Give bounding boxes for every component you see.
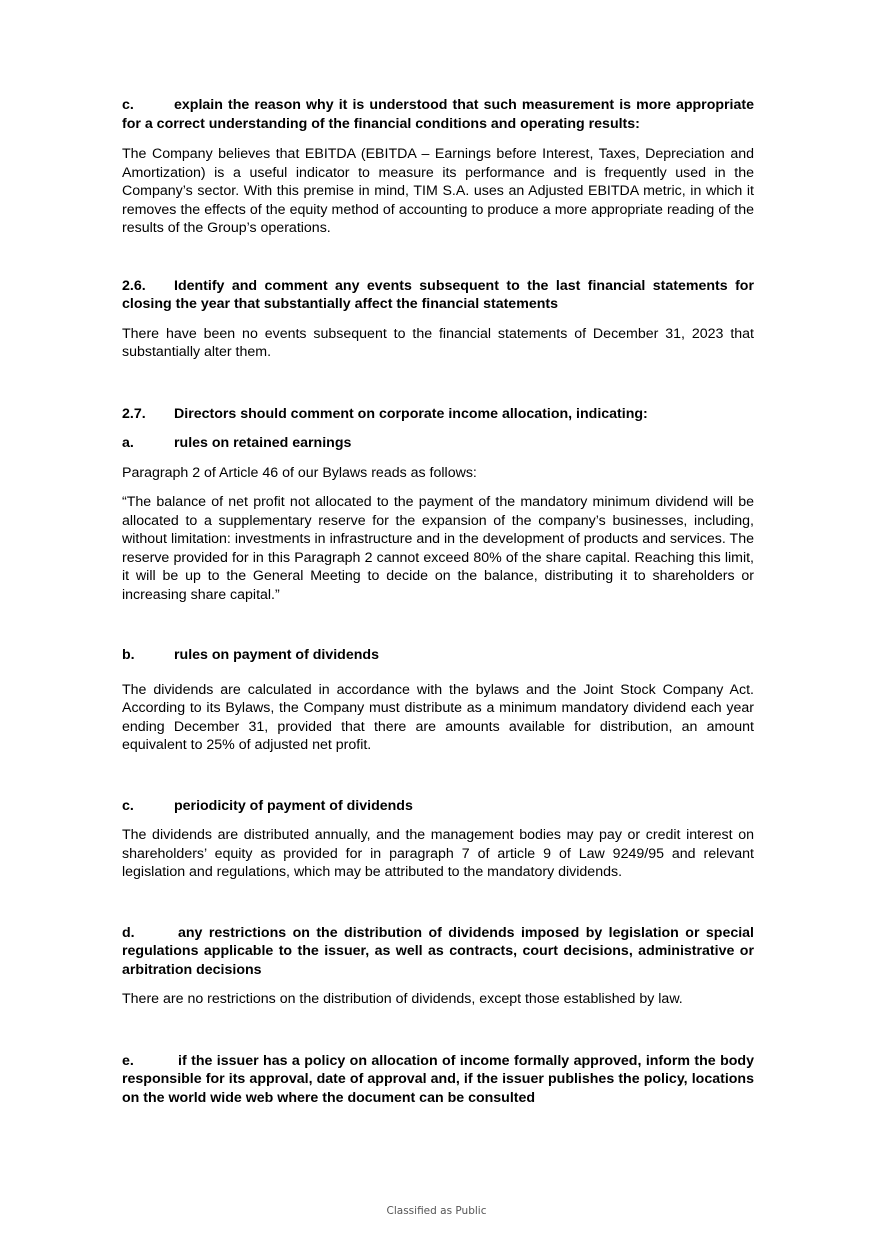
section-heading-text: Directors should comment on corporate income allocation, indicating:: [174, 405, 648, 422]
section-c-body: The Company believes that EBITDA (EBITDA – Earnings before Interest, Taxes, Depreciation and Amortization) is a useful indicator to measure its performance and is frequently used in the Company’s sector. With this premise in mind, TIM S.A. uses an Adjusted EBITDA metric, in which it removes the effects of the equity method of accounting to produce a more appropriate reading of the results of the Group’s operations.: [122, 146, 754, 236]
section-number: d.: [122, 924, 135, 941]
section-number: 2.6.: [122, 277, 146, 294]
section-c2-heading: [122, 797, 754, 816]
section-heading-text: any restrictions on the distribution of dividends imposed by legislation or special regulations applicable to the issuer, as well as contracts, court decisions, administrative or arbitration decisions: [122, 924, 754, 978]
document-page: [122, 96, 754, 1107]
section-b-body: The dividends are calculated in accordance with the bylaws and the Joint Stock Company Act. According to its Bylaws, the Company must distribute as a minimum mandatory dividend each year ending December 31, provided that there are amounts available for distribution, an amount equivalent to 25% of adjusted net profit.: [122, 681, 754, 753]
section-heading-text: rules on payment of dividends: [174, 647, 379, 663]
section-number: e.: [122, 1052, 134, 1069]
section-c-heading: [122, 96, 754, 133]
section-heading-text: explain the reason why it is understood that such measurement is more appropriate for a correct understanding of the financial conditions and operating results:: [122, 97, 754, 132]
section-b-heading: [122, 646, 754, 665]
section-number: 2.7.: [122, 405, 146, 422]
section-a-intro: Paragraph 2 of Article 46 of our Bylaws reads as follows:: [122, 464, 477, 481]
section-2-6-heading: [122, 277, 754, 314]
section-number: c.: [122, 797, 134, 814]
section-d-body: There are no restrictions on the distribution of dividends, except those established by law.: [122, 991, 683, 1007]
section-d-heading: [122, 924, 754, 980]
section-e-heading: [122, 1052, 754, 1108]
section-2-7-heading: [122, 405, 754, 424]
section-number: c.: [122, 97, 134, 113]
section-heading-text: periodicity of payment of dividends: [174, 797, 413, 814]
classification-footer: Classified as Public: [386, 1205, 487, 1217]
section-2-6-body: There have been no events subsequent to the financial statements of December 31, 2023 that substantially alter them.: [122, 325, 754, 360]
section-number: b.: [122, 647, 135, 663]
section-heading-text: if the issuer has a policy on allocation of income formally approved, inform the body responsible for its approval, date of approval and, if the issuer publishes the policy, locations on the world wide web where the document can be consulted: [122, 1052, 754, 1106]
section-heading-text: rules on retained earnings: [174, 435, 352, 451]
section-heading-text: Identify and comment any events subsequent to the last financial statements for closing the year that substantially affect the financial statements: [122, 277, 754, 312]
section-number: a.: [122, 435, 134, 451]
section-a-heading: [122, 434, 754, 453]
section-c2-body: The dividends are distributed annually, and the management bodies may pay or credit interest on shareholders’ equity as provided for in paragraph 7 of article 9 of Law 9249/95 and relevant legislation and regulations, which may be attributed to the mandatory dividends.: [122, 827, 754, 880]
section-a-quote: “The balance of net profit not allocated to the payment of the mandatory minimum dividend will be allocated to a supplementary reserve for the expansion of the company’s businesses, including, without limitation: investments in infrastructure and in the development of products and services. The reserve provided for in this Paragraph 2 cannot exceed 80% of the share capital. Reaching this limit, it will be up to the General Meeting to decide on the balance, distributing it to shareholders or increasing share capital.”: [122, 494, 754, 603]
